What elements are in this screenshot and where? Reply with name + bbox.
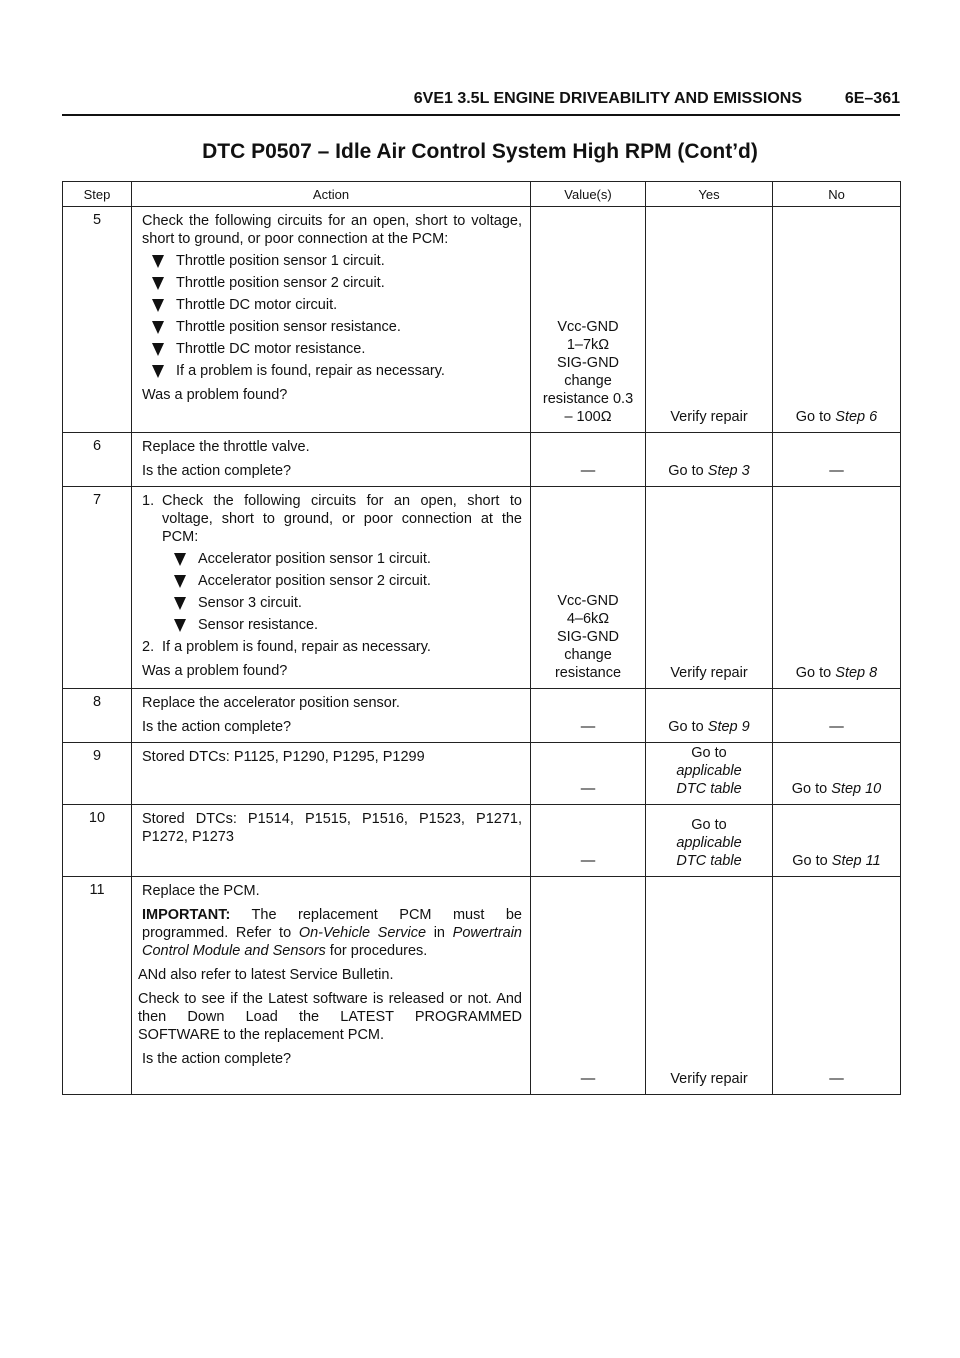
table-row: [63, 805, 901, 877]
yes-cell: [646, 689, 773, 743]
table-header-row: [63, 182, 901, 207]
no-cell: [773, 207, 901, 433]
service-bulletin-note: ANd also refer to latest Service Bulletin.: [138, 967, 394, 983]
bullet-text: Throttle position sensor resistance.: [176, 319, 401, 335]
page-header: [62, 88, 900, 116]
bullet-triangle-icon: [174, 619, 186, 632]
list-item: [174, 572, 522, 590]
step-link[interactable]: Step 6: [835, 409, 878, 425]
section-reference: On-Vehicle Service: [298, 925, 427, 941]
list-item: [152, 318, 522, 336]
value-line: resistance: [554, 665, 622, 681]
value-line: – 100Ω: [564, 409, 612, 425]
action-intro: Stored DTCs: P1514, P1515, P1516, P1523, P1271, P1272, P1273: [142, 811, 522, 845]
action-question: Is the action complete?: [142, 719, 292, 735]
table-row: [63, 207, 901, 433]
bullet-text: Accelerator position sensor 1 circuit.: [198, 551, 431, 567]
value-line: 4–6kΩ: [566, 611, 610, 627]
bullet-text: Sensor 3 circuit.: [198, 595, 302, 611]
values-cell: —: [531, 805, 646, 877]
important-label: IMPORTANT:: [142, 907, 231, 923]
bullet-text: If a problem is found, repair as necessary.: [176, 363, 445, 379]
step-number: 11: [63, 877, 132, 1095]
action-question: Was a problem found?: [142, 663, 288, 679]
goto-prefix: Go to: [668, 463, 708, 479]
bullet-triangle-icon: [152, 343, 164, 356]
values-cell: —: [531, 743, 646, 805]
no-cell: —: [773, 877, 901, 1095]
value-line: resistance 0.3: [542, 391, 634, 407]
action-question: Is the action complete?: [142, 1051, 292, 1067]
goto-prefix: Go to: [691, 745, 727, 761]
value-line: Vcc-GND: [557, 319, 619, 335]
no-cell: [773, 743, 901, 805]
numbered-item: [142, 638, 522, 656]
table-row: [63, 877, 901, 1095]
value-line: change: [564, 647, 612, 663]
software-note: Check to see if the Latest software is released or not. And then Down Load the LATEST PROGRAMMED SOFTWARE to the replacement PCM.: [138, 991, 522, 1043]
list-item: [152, 362, 522, 380]
value-line: SIG-GND: [556, 355, 620, 371]
step-link[interactable]: Step 10: [831, 781, 882, 797]
action-intro: Stored DTCs: P1125, P1290, P1295, P1299: [142, 749, 425, 765]
no-cell: —: [773, 689, 901, 743]
column-header-yes: Yes: [646, 182, 773, 207]
bullet-text: Throttle DC motor resistance.: [176, 341, 366, 357]
action-cell: [132, 487, 531, 689]
value-line: Vcc-GND: [557, 593, 619, 609]
diagnostic-table: [62, 181, 901, 1095]
item-text: Check the following circuits for an open, short to voltage, short to ground, or poor connection at the PCM:: [162, 493, 522, 545]
numbered-item: [142, 492, 522, 546]
table-row: [63, 743, 901, 805]
values-cell: [531, 487, 646, 689]
action-cell: [132, 689, 531, 743]
column-header-no: No: [773, 182, 901, 207]
item-number: 2.: [142, 639, 155, 655]
goto-prefix: Go to: [795, 409, 836, 425]
step-number: 9: [63, 743, 132, 805]
action-question: Was a problem found?: [142, 387, 288, 403]
column-header-action: Action: [132, 182, 531, 207]
goto-prefix: Go to: [691, 817, 727, 833]
yes-cell: Verify repair: [646, 877, 773, 1095]
table-row: [63, 487, 901, 689]
yes-cell: Verify repair: [646, 207, 773, 433]
document-title: DTC P0507 – Idle Air Control System High RPM (Cont’d): [202, 140, 758, 163]
yes-cell: [646, 805, 773, 877]
bullet-text: Accelerator position sensor 2 circuit.: [198, 573, 431, 589]
bullet-triangle-icon: [152, 365, 164, 378]
no-cell: [773, 487, 901, 689]
action-intro: Replace the accelerator position sensor.: [142, 695, 400, 711]
step-number: 5: [63, 207, 132, 433]
action-question: Is the action complete?: [142, 463, 292, 479]
important-note: [142, 906, 522, 960]
no-cell: —: [773, 433, 901, 487]
values-cell: —: [531, 877, 646, 1095]
goto-prefix: Go to: [791, 781, 832, 797]
bullet-triangle-icon: [174, 575, 186, 588]
values-cell: —: [531, 689, 646, 743]
item-text: If a problem is found, repair as necessary.: [162, 639, 431, 655]
section-title: 6VE1 3.5L ENGINE DRIVEABILITY AND EMISSIONS: [413, 90, 802, 107]
step-number: 10: [63, 805, 132, 877]
action-intro: Check the following circuits for an open, short to voltage, short to ground, or poor connection at the PCM:: [142, 213, 522, 247]
dtc-table-link[interactable]: applicable: [676, 835, 742, 851]
list-item: [152, 252, 522, 270]
bullet-triangle-icon: [174, 597, 186, 610]
important-text: for procedures.: [325, 943, 428, 959]
action-cell: [132, 433, 531, 487]
step-link[interactable]: Step 8: [835, 665, 878, 681]
bullet-triangle-icon: [174, 553, 186, 566]
yes-cell: Verify repair: [646, 487, 773, 689]
bullet-text: Sensor resistance.: [198, 617, 319, 633]
dtc-table-link[interactable]: applicable: [676, 763, 742, 779]
action-cell: [132, 805, 531, 877]
action-cell: [132, 877, 531, 1095]
important-text: The replacement PCM must be programmed. Refer to: [142, 907, 522, 941]
item-number: 1.: [142, 493, 155, 509]
goto-prefix: Go to: [795, 665, 836, 681]
step-link[interactable]: Step 3: [707, 463, 750, 479]
column-header-step: Step: [63, 182, 132, 207]
column-header-values: Value(s): [531, 182, 646, 207]
bullet-text: Throttle position sensor 1 circuit.: [176, 253, 385, 269]
values-cell: —: [531, 433, 646, 487]
list-item: [152, 274, 522, 292]
bullet-text: Throttle position sensor 2 circuit.: [176, 275, 385, 291]
yes-cell: [646, 743, 773, 805]
step-number: 6: [63, 433, 132, 487]
action-cell: [132, 743, 531, 805]
goto-prefix: Go to: [668, 719, 708, 735]
no-cell: [773, 805, 901, 877]
list-item: [174, 616, 522, 634]
table-row: [63, 433, 901, 487]
page-number: 6E–361: [844, 90, 900, 107]
bullet-triangle-icon: [152, 255, 164, 268]
values-cell: [531, 207, 646, 433]
bullet-text: Throttle DC motor circuit.: [176, 297, 338, 313]
dtc-table-link[interactable]: DTC table: [676, 781, 742, 797]
bullet-triangle-icon: [152, 277, 164, 290]
step-link[interactable]: Step 9: [707, 719, 750, 735]
important-text: in: [426, 925, 453, 941]
goto-prefix: Go to: [792, 853, 832, 869]
value-line: 1–7kΩ: [566, 337, 610, 353]
bullet-triangle-icon: [152, 321, 164, 334]
action-intro: Replace the throttle valve.: [142, 439, 310, 455]
step-number: 8: [63, 689, 132, 743]
action-intro: Replace the PCM.: [142, 883, 260, 899]
section-reference: Powertrain Control Module and Sensors: [142, 925, 522, 959]
value-line: SIG-GND: [556, 629, 620, 645]
action-cell: [132, 207, 531, 433]
yes-cell: [646, 433, 773, 487]
dtc-table-link[interactable]: DTC table: [676, 853, 742, 869]
list-item: [152, 296, 522, 314]
value-line: change: [564, 373, 612, 389]
step-link[interactable]: Step 11: [831, 853, 881, 869]
step-number: 7: [63, 487, 132, 689]
list-item: [174, 550, 522, 568]
list-item: [152, 340, 522, 358]
bullet-triangle-icon: [152, 299, 164, 312]
list-item: [174, 594, 522, 612]
table-row: [63, 689, 901, 743]
